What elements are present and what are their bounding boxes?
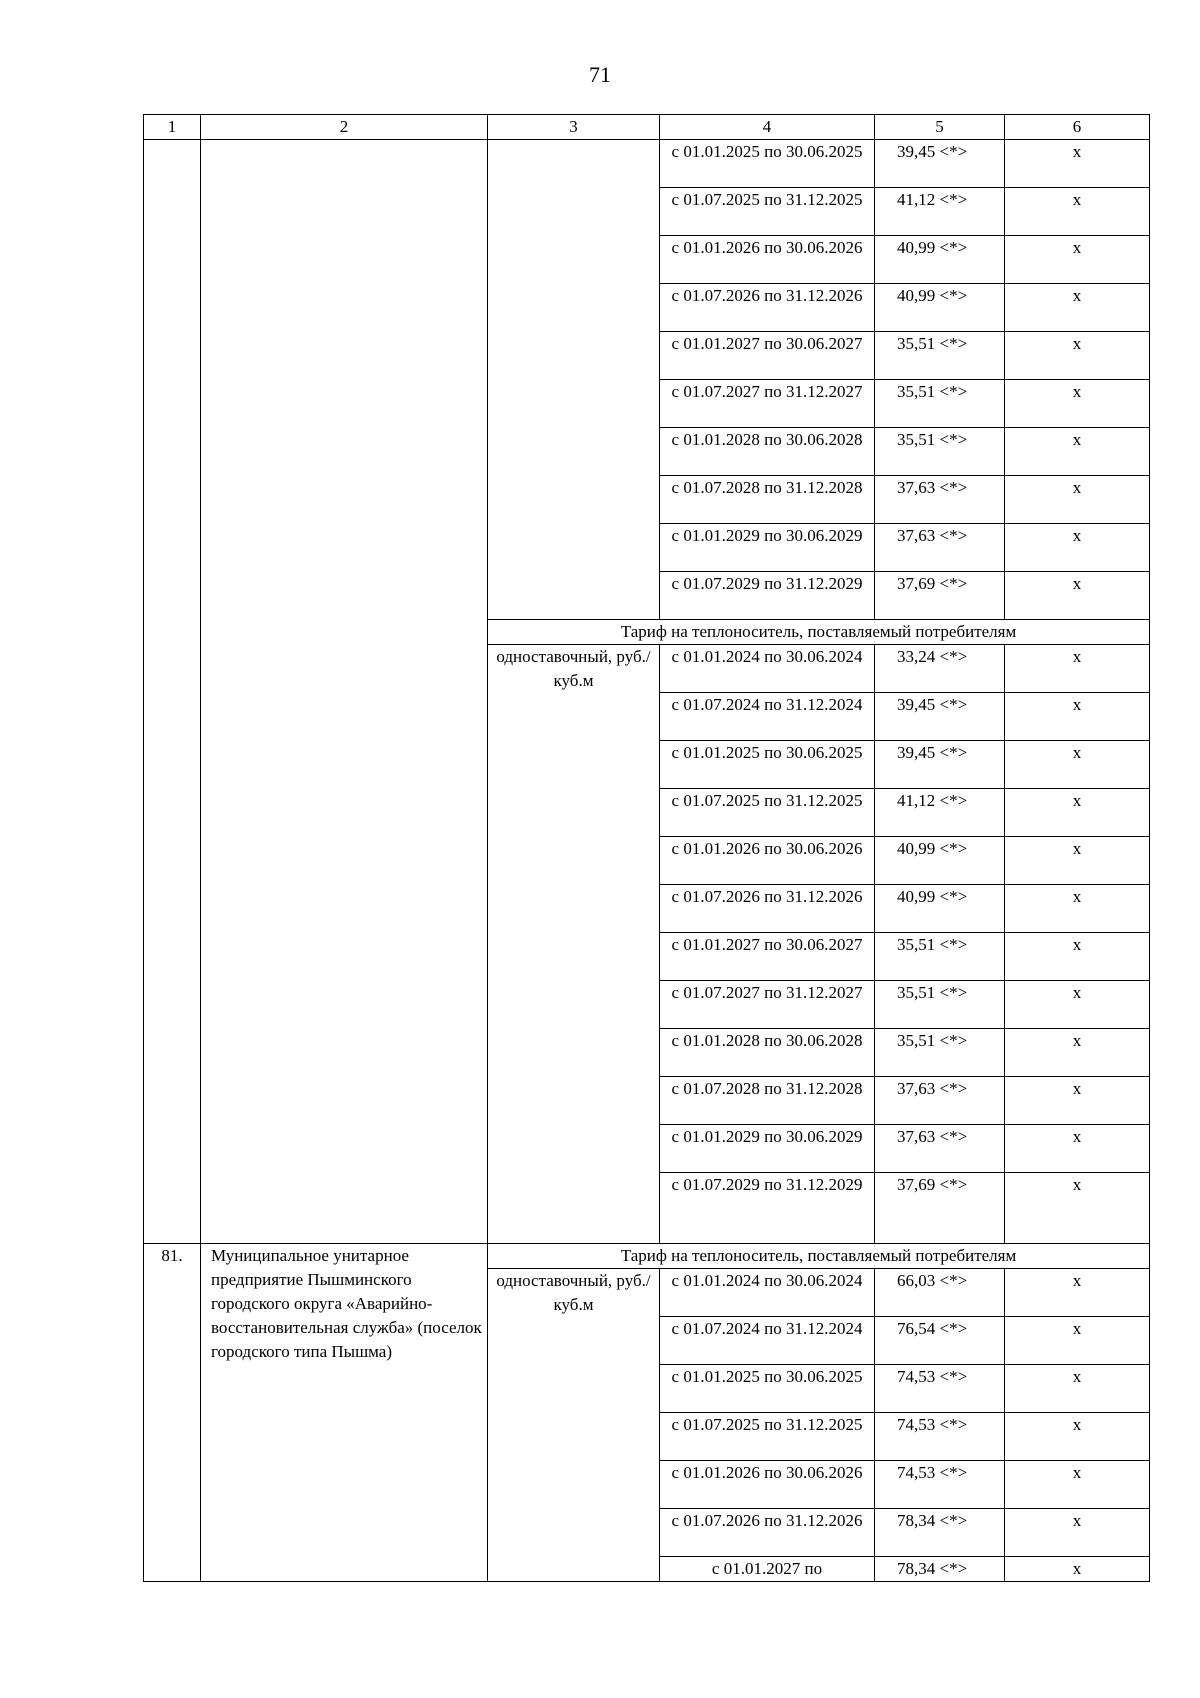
value-cell: 78,34 <*> xyxy=(875,1557,1005,1582)
value-cell: 37,69 <*> xyxy=(875,1173,1005,1244)
mark-cell: х xyxy=(1005,332,1150,380)
value-cell: 76,54 <*> xyxy=(875,1317,1005,1365)
value-cell: 35,51 <*> xyxy=(875,933,1005,981)
tariff-table xyxy=(143,114,1150,1582)
value-cell: 40,99 <*> xyxy=(875,236,1005,284)
value-cell: 35,51 <*> xyxy=(875,1029,1005,1077)
period-cell: с 01.01.2024 по 30.06.2024 xyxy=(660,1269,875,1317)
table-row xyxy=(144,1244,1150,1269)
period-cell: с 01.01.2027 по 30.06.2027 xyxy=(660,332,875,380)
unit-label: одноставочный, руб./куб.м xyxy=(488,1269,660,1582)
period-cell: с 01.01.2029 по 30.06.2029 xyxy=(660,524,875,572)
mark-cell: х xyxy=(1005,645,1150,693)
mark-cell: х xyxy=(1005,1029,1150,1077)
period-cell: с 01.07.2028 по 31.12.2028 xyxy=(660,476,875,524)
mark-cell: х xyxy=(1005,981,1150,1029)
period-cell: с 01.07.2029 по 31.12.2029 xyxy=(660,572,875,620)
value-cell: 37,63 <*> xyxy=(875,524,1005,572)
value-cell: 37,63 <*> xyxy=(875,476,1005,524)
value-cell: 35,51 <*> xyxy=(875,380,1005,428)
unit-label: одноставочный, руб./куб.м xyxy=(488,645,660,1244)
mark-cell: х xyxy=(1005,885,1150,933)
value-cell: 78,34 <*> xyxy=(875,1509,1005,1557)
mark-cell: х xyxy=(1005,380,1150,428)
period-cell: с 01.07.2024 по 31.12.2024 xyxy=(660,693,875,741)
mark-cell: х xyxy=(1005,1269,1150,1317)
mark-cell: х xyxy=(1005,1509,1150,1557)
period-cell: с 01.07.2025 по 31.12.2025 xyxy=(660,789,875,837)
period-cell: с 01.01.2026 по 30.06.2026 xyxy=(660,837,875,885)
value-cell: 74,53 <*> xyxy=(875,1365,1005,1413)
mark-cell: х xyxy=(1005,524,1150,572)
value-cell: 74,53 <*> xyxy=(875,1413,1005,1461)
mark-cell: х xyxy=(1005,1413,1150,1461)
period-cell: с 01.07.2026 по 31.12.2026 xyxy=(660,885,875,933)
period-cell: с 01.07.2026 по 31.12.2026 xyxy=(660,1509,875,1557)
value-cell: 39,45 <*> xyxy=(875,140,1005,188)
value-cell: 74,53 <*> xyxy=(875,1461,1005,1509)
value-cell: 35,51 <*> xyxy=(875,428,1005,476)
mark-cell: х xyxy=(1005,428,1150,476)
mark-cell: х xyxy=(1005,1365,1150,1413)
mark-cell: х xyxy=(1005,476,1150,524)
period-cell: с 01.01.2025 по 30.06.2025 xyxy=(660,140,875,188)
value-cell: 33,24 <*> xyxy=(875,645,1005,693)
period-cell: с 01.01.2027 по 30.06.2027 xyxy=(660,933,875,981)
table-row xyxy=(144,140,1150,188)
column-header: 2 xyxy=(201,115,488,140)
value-cell: 37,69 <*> xyxy=(875,572,1005,620)
value-cell: 41,12 <*> xyxy=(875,789,1005,837)
unit-cell xyxy=(488,140,660,620)
period-cell: с 01.07.2027 по 31.12.2027 xyxy=(660,981,875,1029)
section-title: Тариф на теплоноситель, поставляемый потребителям xyxy=(488,620,1150,645)
period-cell: с 01.07.2025 по 31.12.2025 xyxy=(660,188,875,236)
mark-cell: х xyxy=(1005,236,1150,284)
row-number: 81. xyxy=(144,1244,201,1582)
mark-cell: х xyxy=(1005,188,1150,236)
mark-cell: х xyxy=(1005,933,1150,981)
period-cell: с 01.01.2029 по 30.06.2029 xyxy=(660,1125,875,1173)
organization-name: Муниципальное унитарное предприятие Пышминского городского округа «Аварийно-восстановительная служба» (поселок городского типа Пышма) xyxy=(201,1244,488,1582)
mark-cell: х xyxy=(1005,1461,1150,1509)
number-cell xyxy=(144,140,201,1244)
value-cell: 39,45 <*> xyxy=(875,741,1005,789)
column-header: 5 xyxy=(875,115,1005,140)
value-cell: 41,12 <*> xyxy=(875,188,1005,236)
section-title: Тариф на теплоноситель, поставляемый потребителям xyxy=(488,1244,1150,1269)
period-cell: с 01.01.2027 по xyxy=(660,1557,875,1582)
period-cell: с 01.01.2026 по 30.06.2026 xyxy=(660,236,875,284)
period-cell: с 01.01.2026 по 30.06.2026 xyxy=(660,1461,875,1509)
period-cell: с 01.07.2025 по 31.12.2025 xyxy=(660,1413,875,1461)
column-header: 4 xyxy=(660,115,875,140)
mark-cell: х xyxy=(1005,1125,1150,1173)
period-cell: с 01.07.2028 по 31.12.2028 xyxy=(660,1077,875,1125)
mark-cell: х xyxy=(1005,837,1150,885)
period-cell: с 01.07.2026 по 31.12.2026 xyxy=(660,284,875,332)
value-cell: 40,99 <*> xyxy=(875,284,1005,332)
mark-cell: х xyxy=(1005,741,1150,789)
period-cell: с 01.01.2028 по 30.06.2028 xyxy=(660,1029,875,1077)
mark-cell: х xyxy=(1005,1173,1150,1244)
period-cell: с 01.01.2025 по 30.06.2025 xyxy=(660,1365,875,1413)
mark-cell: х xyxy=(1005,1317,1150,1365)
period-cell: с 01.07.2029 по 31.12.2029 xyxy=(660,1173,875,1244)
value-cell: 39,45 <*> xyxy=(875,693,1005,741)
value-cell: 40,99 <*> xyxy=(875,885,1005,933)
value-cell: 35,51 <*> xyxy=(875,981,1005,1029)
column-header: 1 xyxy=(144,115,201,140)
mark-cell: х xyxy=(1005,284,1150,332)
period-cell: с 01.01.2025 по 30.06.2025 xyxy=(660,741,875,789)
header-row xyxy=(144,115,1150,140)
period-cell: с 01.07.2027 по 31.12.2027 xyxy=(660,380,875,428)
value-cell: 37,63 <*> xyxy=(875,1125,1005,1173)
value-cell: 66,03 <*> xyxy=(875,1269,1005,1317)
page-number: 71 xyxy=(589,62,611,87)
column-header: 6 xyxy=(1005,115,1150,140)
organization-cell xyxy=(201,140,488,1244)
value-cell: 35,51 <*> xyxy=(875,332,1005,380)
mark-cell: х xyxy=(1005,572,1150,620)
mark-cell: х xyxy=(1005,1557,1150,1582)
mark-cell: х xyxy=(1005,693,1150,741)
column-header: 3 xyxy=(488,115,660,140)
value-cell: 37,63 <*> xyxy=(875,1077,1005,1125)
value-cell: 40,99 <*> xyxy=(875,837,1005,885)
mark-cell: х xyxy=(1005,789,1150,837)
period-cell: с 01.01.2024 по 30.06.2024 xyxy=(660,645,875,693)
mark-cell: х xyxy=(1005,1077,1150,1125)
mark-cell: х xyxy=(1005,140,1150,188)
period-cell: с 01.07.2024 по 31.12.2024 xyxy=(660,1317,875,1365)
period-cell: с 01.01.2028 по 30.06.2028 xyxy=(660,428,875,476)
